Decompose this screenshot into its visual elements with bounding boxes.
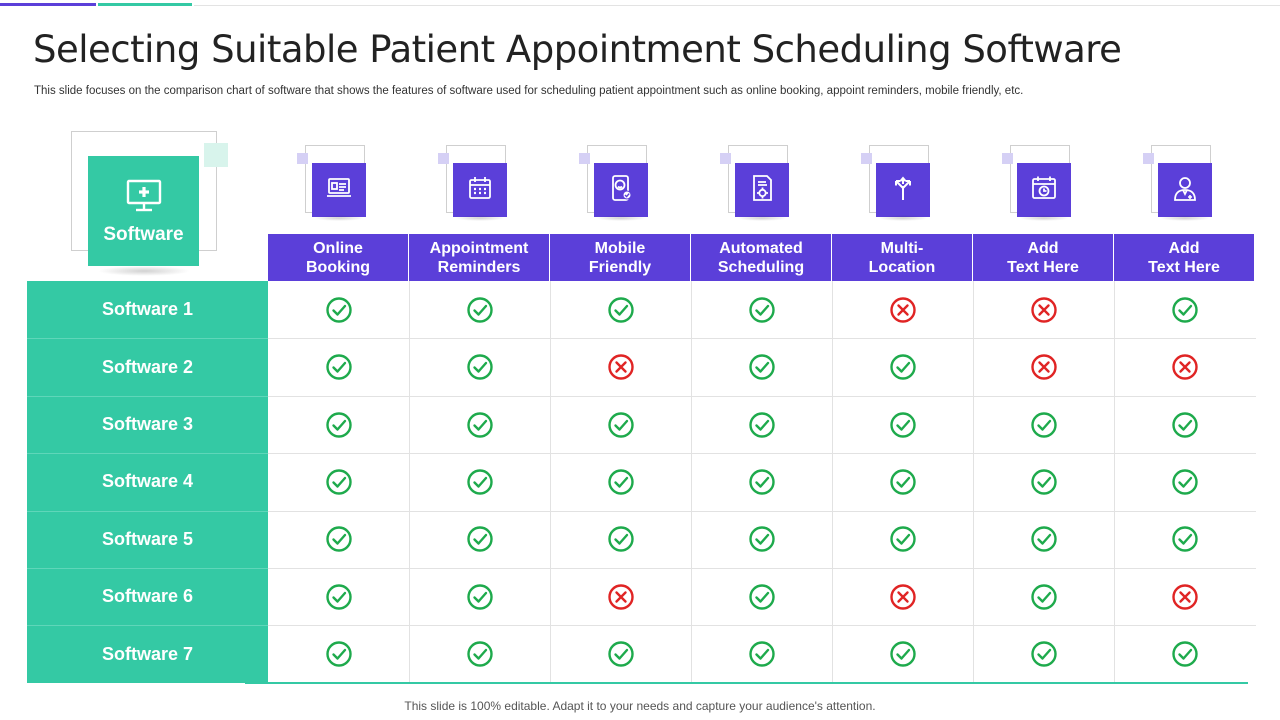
column-header-line1: Online: [313, 239, 363, 257]
icon-tile: [453, 163, 507, 217]
icon-accent-square: [438, 153, 449, 164]
icon-tile: [312, 163, 366, 217]
icon-shadow: [596, 215, 646, 221]
corner-shadow: [98, 266, 190, 276]
column-header-line2: Friendly: [588, 258, 652, 276]
column-icon-tile-3: [579, 145, 649, 221]
corner-tile: [88, 156, 199, 266]
check-icon: [889, 411, 917, 439]
top-accent-bar-teal: [98, 3, 192, 6]
row-label-separator: [27, 625, 268, 626]
split-arrows-icon: [888, 173, 918, 208]
row-label-6: Software 6: [27, 568, 268, 625]
check-icon: [1171, 411, 1199, 439]
check-icon: [889, 525, 917, 553]
icon-shadow: [737, 215, 787, 221]
cross-icon: [607, 583, 635, 611]
check-icon: [748, 525, 776, 553]
page-subtitle: This slide focuses on the comparison chart of software that shows the features of software used for scheduling patient appointment such as online booking, appoint reminders, mobile friendly, etc.: [34, 85, 1024, 97]
row-label-separator: [27, 396, 268, 397]
check-icon: [607, 525, 635, 553]
doctor-icon: [1170, 173, 1200, 208]
row-label-3: Software 3: [27, 396, 268, 453]
column-separator: [832, 281, 833, 683]
icon-accent-square: [1143, 153, 1154, 164]
laptop-id-icon: [324, 173, 354, 208]
column-icon-tile-2: [438, 145, 508, 221]
column-separator: [550, 281, 551, 683]
column-header-line1: Automated: [719, 239, 803, 257]
check-icon: [1171, 296, 1199, 324]
top-accent-bar-purple: [0, 3, 96, 6]
check-icon: [1030, 468, 1058, 496]
row-label-separator: [27, 453, 268, 454]
column-header-line2: Booking: [306, 258, 370, 276]
icon-accent-square: [297, 153, 308, 164]
cross-icon: [1171, 583, 1199, 611]
icon-shadow: [455, 215, 505, 221]
row-label-5: Software 5: [27, 511, 268, 568]
column-header-line2: Text Here: [1007, 258, 1079, 276]
column-header-3: [550, 234, 690, 281]
icon-tile: [876, 163, 930, 217]
column-icon-tile-4: [720, 145, 790, 221]
icon-shadow: [878, 215, 928, 221]
cross-icon: [607, 353, 635, 381]
column-header-line2: Location: [868, 258, 936, 276]
icon-shadow: [1160, 215, 1210, 221]
column-separator: [1114, 281, 1115, 683]
icon-accent-square: [720, 153, 731, 164]
check-icon: [466, 525, 494, 553]
row-label-4: Software 4: [27, 453, 268, 510]
column-icon-tile-5: [861, 145, 931, 221]
check-icon: [607, 468, 635, 496]
check-icon: [889, 468, 917, 496]
top-divider: [194, 5, 1280, 6]
column-header-line2: Text Here: [1148, 258, 1220, 276]
column-header-line1: Add: [1168, 239, 1200, 257]
check-icon: [466, 411, 494, 439]
column-header-1: [268, 234, 408, 281]
check-icon: [466, 583, 494, 611]
column-header-6: [973, 234, 1113, 281]
row-label-separator: [27, 338, 268, 339]
icon-accent-square: [579, 153, 590, 164]
check-icon: [1171, 640, 1199, 668]
check-icon: [607, 640, 635, 668]
check-icon: [325, 468, 353, 496]
check-icon: [1030, 525, 1058, 553]
check-icon: [1171, 468, 1199, 496]
column-separator: [409, 281, 410, 683]
check-icon: [748, 640, 776, 668]
phone-smile-icon: [606, 173, 636, 208]
column-separator: [691, 281, 692, 683]
column-icon-tile-7: [1143, 145, 1213, 221]
column-header-line1: Multi-: [880, 239, 924, 257]
corner-label: Software: [103, 224, 184, 245]
table-bottom-line: [245, 682, 1248, 684]
check-icon: [889, 640, 917, 668]
cross-icon: [1030, 353, 1058, 381]
column-header-4: [691, 234, 831, 281]
check-icon: [607, 296, 635, 324]
check-icon: [1030, 411, 1058, 439]
row-label-2: Software 2: [27, 338, 268, 395]
cross-icon: [889, 583, 917, 611]
monitor-medical-icon: [124, 176, 164, 224]
corner-accent-square: [204, 143, 228, 167]
page-title: Selecting Suitable Patient Appointment Scheduling Software: [33, 28, 1122, 71]
check-icon: [748, 353, 776, 381]
check-icon: [466, 468, 494, 496]
check-icon: [748, 296, 776, 324]
icon-shadow: [1019, 215, 1069, 221]
check-icon: [325, 583, 353, 611]
check-icon: [325, 353, 353, 381]
row-label-7: Software 7: [27, 625, 268, 682]
column-header-7: [1114, 234, 1254, 281]
column-header-5: [832, 234, 972, 281]
column-icon-tile-1: [297, 145, 367, 221]
check-icon: [325, 411, 353, 439]
cross-icon: [1030, 296, 1058, 324]
check-icon: [748, 468, 776, 496]
column-header-line2: Scheduling: [717, 258, 805, 276]
check-icon: [466, 640, 494, 668]
check-icon: [607, 411, 635, 439]
document-gear-icon: [747, 173, 777, 208]
icon-tile: [735, 163, 789, 217]
check-icon: [1030, 583, 1058, 611]
check-icon: [466, 296, 494, 324]
cross-icon: [889, 296, 917, 324]
footer-note: This slide is 100% editable. Adapt it to your needs and capture your audience's attention.: [404, 699, 876, 713]
check-icon: [325, 525, 353, 553]
icon-accent-square: [1002, 153, 1013, 164]
check-icon: [325, 296, 353, 324]
cross-icon: [1171, 353, 1199, 381]
column-header-line1: Add: [1027, 239, 1059, 257]
column-header-line2: Reminders: [437, 258, 521, 276]
check-icon: [466, 353, 494, 381]
column-header-line1: Appointment: [429, 239, 529, 257]
icon-tile: [594, 163, 648, 217]
row-label-separator: [27, 511, 268, 512]
calendar-icon: [465, 173, 495, 208]
column-header-line1: Mobile: [594, 239, 646, 257]
icon-shadow: [314, 215, 364, 221]
check-icon: [325, 640, 353, 668]
check-icon: [1030, 640, 1058, 668]
check-icon: [889, 353, 917, 381]
icon-tile: [1158, 163, 1212, 217]
check-icon: [748, 411, 776, 439]
check-icon: [748, 583, 776, 611]
icon-tile: [1017, 163, 1071, 217]
calendar-clock-icon: [1029, 173, 1059, 208]
icon-accent-square: [861, 153, 872, 164]
row-label-1: Software 1: [27, 281, 268, 338]
column-icon-tile-6: [1002, 145, 1072, 221]
check-icon: [1171, 525, 1199, 553]
column-separator: [973, 281, 974, 683]
column-header-2: [409, 234, 549, 281]
row-label-separator: [27, 568, 268, 569]
